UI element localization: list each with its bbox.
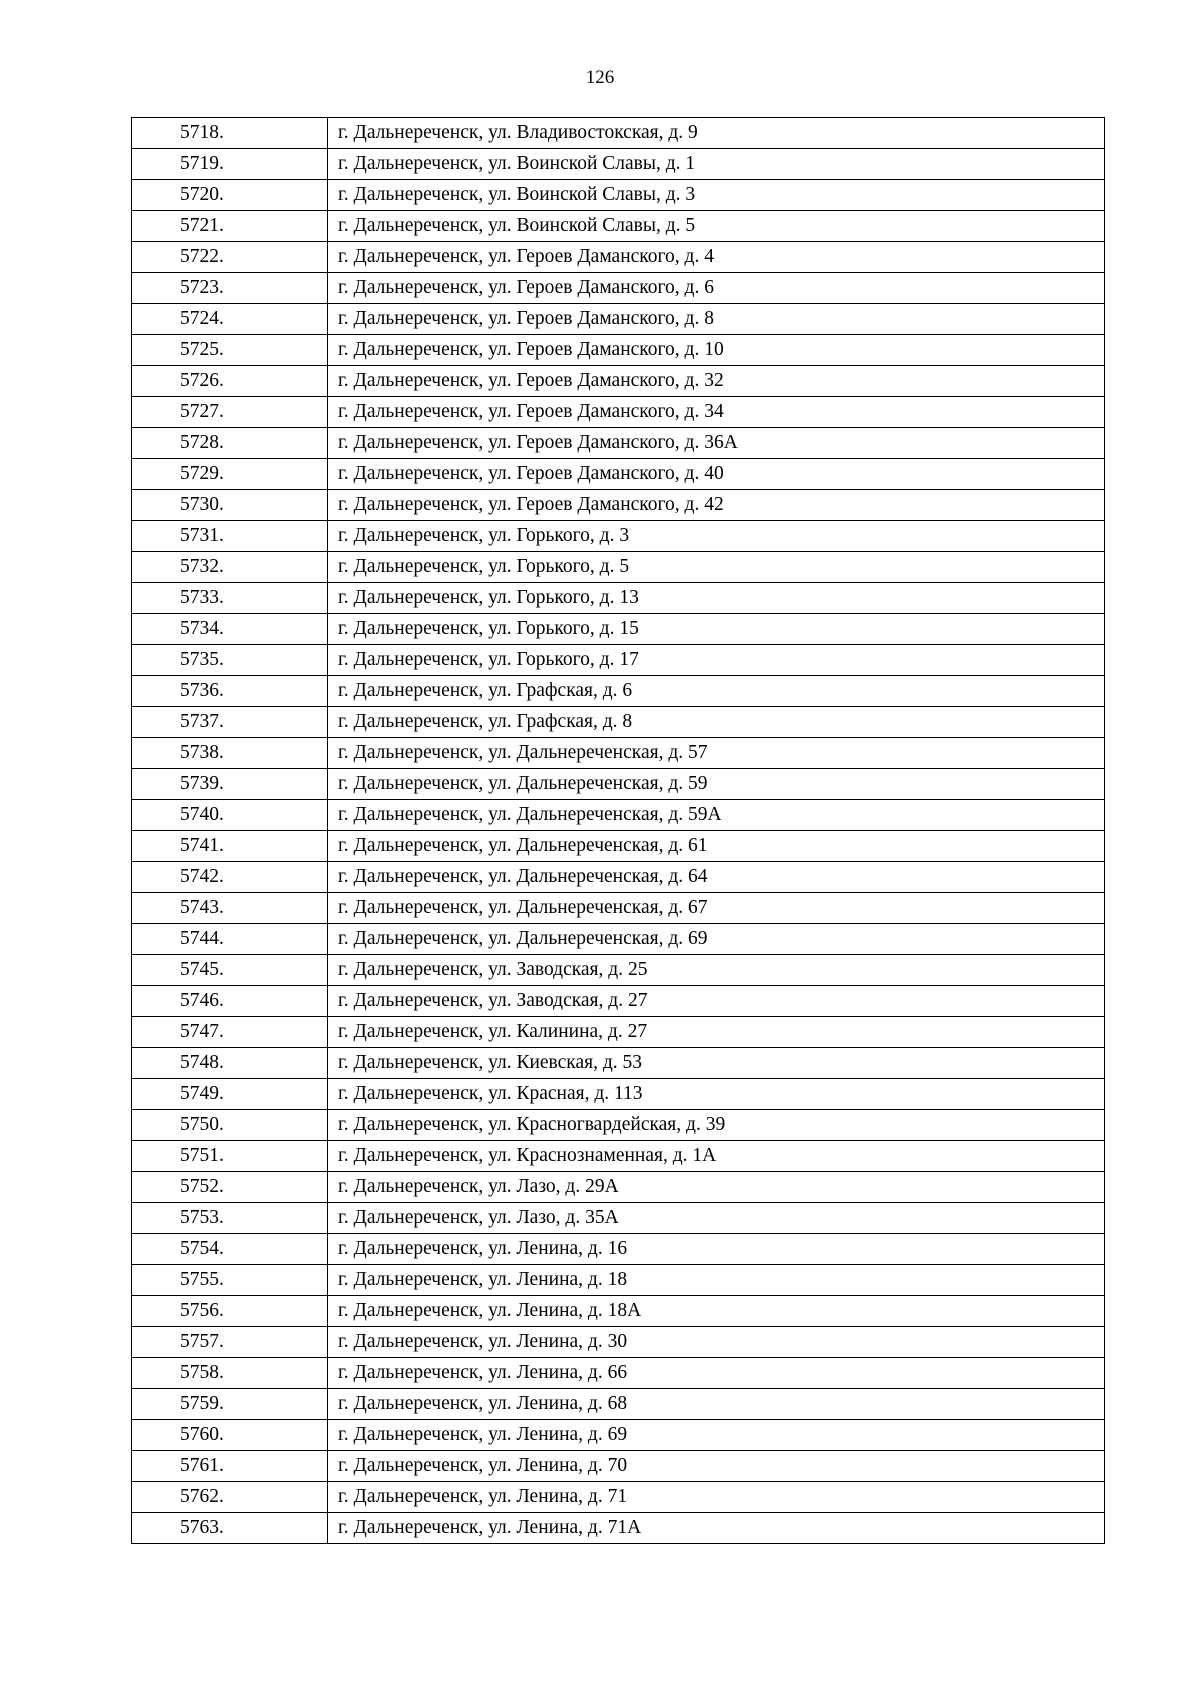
address-cell: г. Дальнереченск, ул. Дальнереченская, д. 69 bbox=[328, 924, 1105, 955]
page-number: 126 bbox=[585, 67, 615, 88]
row-number-cell: 5725. bbox=[132, 335, 328, 366]
table-row bbox=[132, 583, 1105, 614]
row-number-cell: 5746. bbox=[132, 986, 328, 1017]
row-number-cell: 5720. bbox=[132, 180, 328, 211]
address-cell: г. Дальнереченск, ул. Краснознаменная, д. 1А bbox=[328, 1141, 1105, 1172]
table-row bbox=[132, 1017, 1105, 1048]
table-row bbox=[132, 1420, 1105, 1451]
address-cell: г. Дальнереченск, ул. Героев Даманского, д. 32 bbox=[328, 366, 1105, 397]
address-cell: г. Дальнереченск, ул. Ленина, д. 16 bbox=[328, 1234, 1105, 1265]
row-number-cell: 5722. bbox=[132, 242, 328, 273]
row-number-cell: 5743. bbox=[132, 893, 328, 924]
row-number-cell: 5737. bbox=[132, 707, 328, 738]
row-number-cell: 5761. bbox=[132, 1451, 328, 1482]
address-cell: г. Дальнереченск, ул. Ленина, д. 30 bbox=[328, 1327, 1105, 1358]
row-number-cell: 5726. bbox=[132, 366, 328, 397]
table-row bbox=[132, 118, 1105, 149]
table-row bbox=[132, 1110, 1105, 1141]
address-cell: г. Дальнереченск, ул. Лазо, д. 35А bbox=[328, 1203, 1105, 1234]
address-cell: г. Дальнереченск, ул. Заводская, д. 27 bbox=[328, 986, 1105, 1017]
row-number-cell: 5734. bbox=[132, 614, 328, 645]
address-cell: г. Дальнереченск, ул. Дальнереченская, д. 57 bbox=[328, 738, 1105, 769]
address-cell: г. Дальнереченск, ул. Ленина, д. 69 bbox=[328, 1420, 1105, 1451]
table-row bbox=[132, 645, 1105, 676]
address-cell: г. Дальнереченск, ул. Ленина, д. 70 bbox=[328, 1451, 1105, 1482]
table-row bbox=[132, 211, 1105, 242]
address-cell: г. Дальнереченск, ул. Ленина, д. 68 bbox=[328, 1389, 1105, 1420]
row-number-cell: 5723. bbox=[132, 273, 328, 304]
address-cell: г. Дальнереченск, ул. Ленина, д. 18 bbox=[328, 1265, 1105, 1296]
table-row bbox=[132, 986, 1105, 1017]
row-number-cell: 5738. bbox=[132, 738, 328, 769]
row-number-cell: 5733. bbox=[132, 583, 328, 614]
table-row bbox=[132, 180, 1105, 211]
row-number-cell: 5742. bbox=[132, 862, 328, 893]
row-number-cell: 5762. bbox=[132, 1482, 328, 1513]
table-row bbox=[132, 800, 1105, 831]
row-number-cell: 5763. bbox=[132, 1513, 328, 1544]
address-cell: г. Дальнереченск, ул. Воинской Славы, д. 3 bbox=[328, 180, 1105, 211]
address-table bbox=[131, 117, 1105, 1544]
table-row bbox=[132, 1172, 1105, 1203]
table-row bbox=[132, 614, 1105, 645]
row-number-cell: 5749. bbox=[132, 1079, 328, 1110]
table-row bbox=[132, 1389, 1105, 1420]
address-cell: г. Дальнереченск, ул. Героев Даманского, д. 34 bbox=[328, 397, 1105, 428]
table-row bbox=[132, 1265, 1105, 1296]
row-number-cell: 5760. bbox=[132, 1420, 328, 1451]
table-row bbox=[132, 707, 1105, 738]
address-cell: г. Дальнереченск, ул. Героев Даманского, д. 8 bbox=[328, 304, 1105, 335]
table-row bbox=[132, 149, 1105, 180]
row-number-cell: 5719. bbox=[132, 149, 328, 180]
table-body bbox=[132, 118, 1105, 1544]
address-cell: г. Дальнереченск, ул. Горького, д. 13 bbox=[328, 583, 1105, 614]
address-cell: г. Дальнереченск, ул. Красная, д. 113 bbox=[328, 1079, 1105, 1110]
address-cell: г. Дальнереченск, ул. Ленина, д. 18А bbox=[328, 1296, 1105, 1327]
table-row bbox=[132, 521, 1105, 552]
address-cell: г. Дальнереченск, ул. Воинской Славы, д. 5 bbox=[328, 211, 1105, 242]
address-cell: г. Дальнереченск, ул. Дальнереченская, д. 67 bbox=[328, 893, 1105, 924]
table-row bbox=[132, 242, 1105, 273]
table-row bbox=[132, 1296, 1105, 1327]
table-row bbox=[132, 273, 1105, 304]
row-number-cell: 5718. bbox=[132, 118, 328, 149]
address-cell: г. Дальнереченск, ул. Калинина, д. 27 bbox=[328, 1017, 1105, 1048]
row-number-cell: 5728. bbox=[132, 428, 328, 459]
table-row bbox=[132, 552, 1105, 583]
address-cell: г. Дальнереченск, ул. Дальнереченская, д. 59А bbox=[328, 800, 1105, 831]
address-cell: г. Дальнереченск, ул. Героев Даманского, д. 4 bbox=[328, 242, 1105, 273]
table-row bbox=[132, 831, 1105, 862]
table-row bbox=[132, 1327, 1105, 1358]
table-row bbox=[132, 366, 1105, 397]
table-row bbox=[132, 738, 1105, 769]
row-number-cell: 5739. bbox=[132, 769, 328, 800]
row-number-cell: 5724. bbox=[132, 304, 328, 335]
table-row bbox=[132, 1079, 1105, 1110]
row-number-cell: 5751. bbox=[132, 1141, 328, 1172]
row-number-cell: 5758. bbox=[132, 1358, 328, 1389]
row-number-cell: 5750. bbox=[132, 1110, 328, 1141]
address-cell: г. Дальнереченск, ул. Владивостокская, д. 9 bbox=[328, 118, 1105, 149]
row-number-cell: 5731. bbox=[132, 521, 328, 552]
address-cell: г. Дальнереченск, ул. Дальнереченская, д. 64 bbox=[328, 862, 1105, 893]
row-number-cell: 5735. bbox=[132, 645, 328, 676]
row-number-cell: 5757. bbox=[132, 1327, 328, 1358]
table-row bbox=[132, 862, 1105, 893]
address-cell: г. Дальнереченск, ул. Ленина, д. 66 bbox=[328, 1358, 1105, 1389]
row-number-cell: 5754. bbox=[132, 1234, 328, 1265]
address-cell: г. Дальнереченск, ул. Лазо, д. 29А bbox=[328, 1172, 1105, 1203]
table-row bbox=[132, 1234, 1105, 1265]
address-cell: г. Дальнереченск, ул. Героев Даманского, д. 40 bbox=[328, 459, 1105, 490]
address-cell: г. Дальнереченск, ул. Воинской Славы, д. 1 bbox=[328, 149, 1105, 180]
address-cell: г. Дальнереченск, ул. Киевская, д. 53 bbox=[328, 1048, 1105, 1079]
table-row bbox=[132, 490, 1105, 521]
table-row bbox=[132, 893, 1105, 924]
row-number-cell: 5745. bbox=[132, 955, 328, 986]
table-row bbox=[132, 1482, 1105, 1513]
row-number-cell: 5741. bbox=[132, 831, 328, 862]
table-row bbox=[132, 1203, 1105, 1234]
address-cell: г. Дальнереченск, ул. Дальнереченская, д. 59 bbox=[328, 769, 1105, 800]
address-cell: г. Дальнереченск, ул. Героев Даманского, д. 6 bbox=[328, 273, 1105, 304]
address-cell: г. Дальнереченск, ул. Горького, д. 17 bbox=[328, 645, 1105, 676]
table-row bbox=[132, 955, 1105, 986]
row-number-cell: 5744. bbox=[132, 924, 328, 955]
address-cell: г. Дальнереченск, ул. Заводская, д. 25 bbox=[328, 955, 1105, 986]
address-cell: г. Дальнереченск, ул. Графская, д. 8 bbox=[328, 707, 1105, 738]
table-row bbox=[132, 1048, 1105, 1079]
table-row bbox=[132, 1358, 1105, 1389]
address-cell: г. Дальнереченск, ул. Героев Даманского, д. 36А bbox=[328, 428, 1105, 459]
row-number-cell: 5729. bbox=[132, 459, 328, 490]
table-row bbox=[132, 1451, 1105, 1482]
table-row bbox=[132, 1141, 1105, 1172]
address-cell: г. Дальнереченск, ул. Героев Даманского, д. 42 bbox=[328, 490, 1105, 521]
table-row bbox=[132, 335, 1105, 366]
address-cell: г. Дальнереченск, ул. Красногвардейская, д. 39 bbox=[328, 1110, 1105, 1141]
table-row bbox=[132, 1513, 1105, 1544]
row-number-cell: 5732. bbox=[132, 552, 328, 583]
row-number-cell: 5721. bbox=[132, 211, 328, 242]
row-number-cell: 5740. bbox=[132, 800, 328, 831]
address-cell: г. Дальнереченск, ул. Горького, д. 15 bbox=[328, 614, 1105, 645]
table-row bbox=[132, 304, 1105, 335]
table-row bbox=[132, 459, 1105, 490]
address-cell: г. Дальнереченск, ул. Горького, д. 3 bbox=[328, 521, 1105, 552]
row-number-cell: 5755. bbox=[132, 1265, 328, 1296]
row-number-cell: 5736. bbox=[132, 676, 328, 707]
table-row bbox=[132, 676, 1105, 707]
table-row bbox=[132, 428, 1105, 459]
address-cell: г. Дальнереченск, ул. Дальнереченская, д. 61 bbox=[328, 831, 1105, 862]
row-number-cell: 5752. bbox=[132, 1172, 328, 1203]
row-number-cell: 5748. bbox=[132, 1048, 328, 1079]
address-cell: г. Дальнереченск, ул. Героев Даманского, д. 10 bbox=[328, 335, 1105, 366]
row-number-cell: 5730. bbox=[132, 490, 328, 521]
address-cell: г. Дальнереченск, ул. Ленина, д. 71А bbox=[328, 1513, 1105, 1544]
row-number-cell: 5756. bbox=[132, 1296, 328, 1327]
row-number-cell: 5753. bbox=[132, 1203, 328, 1234]
row-number-cell: 5759. bbox=[132, 1389, 328, 1420]
table-row bbox=[132, 924, 1105, 955]
address-cell: г. Дальнереченск, ул. Графская, д. 6 bbox=[328, 676, 1105, 707]
address-cell: г. Дальнереченск, ул. Ленина, д. 71 bbox=[328, 1482, 1105, 1513]
address-cell: г. Дальнереченск, ул. Горького, д. 5 bbox=[328, 552, 1105, 583]
row-number-cell: 5727. bbox=[132, 397, 328, 428]
table-row bbox=[132, 769, 1105, 800]
table-row bbox=[132, 397, 1105, 428]
row-number-cell: 5747. bbox=[132, 1017, 328, 1048]
